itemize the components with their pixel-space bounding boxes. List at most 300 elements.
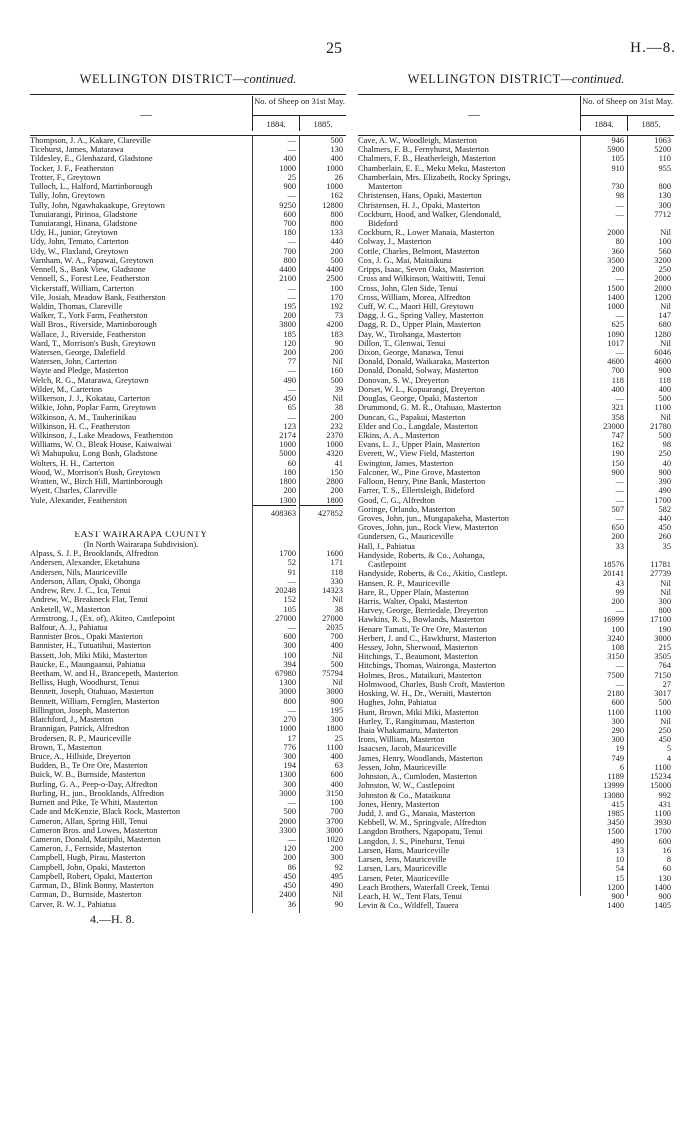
owner-name: Hosking, W. H., Dr., Weraiti, Masterton — [358, 689, 492, 699]
owner-name: Wi Mahupuku, Long Bush, Gladstone — [30, 449, 158, 459]
sheep-1884: — — [615, 661, 624, 671]
owner-name: Wyett, Charles, Clareville — [30, 486, 117, 496]
sheep-1885: 2035 — [326, 622, 343, 632]
sheep-1884: 152 — [283, 595, 296, 605]
owner-name: Cameron, J., Fernside, Masterton — [30, 844, 142, 854]
sheep-1885: 75794 — [322, 669, 343, 679]
sheep-1884: 91 — [287, 567, 296, 577]
owner-name: Colway, J., Masterton — [358, 237, 432, 247]
sheep-1885: 190 — [658, 624, 671, 634]
sheep-1885: 400 — [330, 752, 343, 761]
owner-name: Andrew, Rev. J. C., Ica, Tenui — [30, 586, 131, 596]
owner-name: Judd, J. and G., Manaia, Masterton — [358, 808, 476, 818]
sheep-1885: 15000 — [650, 781, 671, 791]
sheep-1884: — — [287, 283, 296, 293]
sheep-1885: 500 — [658, 698, 671, 708]
sheep-1884: 67980 — [275, 669, 296, 679]
owner-name: Bassett, Job, Miki Miki, Masterton — [30, 650, 148, 660]
sheep-1885: 1100 — [654, 403, 671, 413]
owner-name: Yule, Alexander, Featherston — [30, 495, 127, 505]
sheep-1884: — — [615, 200, 624, 210]
owner-name: Cripps, Isaac, Seven Oaks, Masterton — [358, 265, 484, 275]
sheep-1885: 200 — [330, 486, 343, 496]
sheep-1884: 1000 — [279, 163, 296, 173]
owner-name: Dagg, J. G., Spring Valley, Masterton — [358, 311, 484, 321]
owner-name: Wilkerson, J. J., Kokatau, Carterton — [30, 394, 150, 404]
document-reference: H.—8. — [630, 40, 676, 56]
sheep-1885: 1800 — [326, 724, 343, 734]
sheep-1885: 250 — [658, 265, 671, 275]
table-header — [358, 94, 674, 136]
owner-name: Johnston & Co., Mataikuna — [358, 790, 451, 800]
sheep-1884: 118 — [611, 375, 624, 385]
year-1885-header: 1885. — [627, 115, 674, 131]
owner-name: Hurley, T., Rangitumau, Masterton — [358, 716, 475, 726]
owner-name: Wolters, H. H., Carterton — [30, 458, 115, 468]
sheep-1884: 1017 — [607, 338, 624, 348]
owner-name: Wayte and Pledge, Masterton — [30, 366, 129, 376]
sheep-1885: 200 — [330, 412, 343, 422]
owner-name: Brodersen, R. P., Mauriceville — [30, 733, 132, 743]
sheep-1884: 1100 — [607, 707, 624, 717]
owner-name: Harris, Walter, Opaki, Masterton — [358, 596, 468, 606]
county-title: EAST WAIRARAPA COUNTY — [74, 530, 208, 540]
sheep-1885: 800 — [658, 606, 671, 616]
owner-name: Wilkinson, A. M., Tauherinikau — [30, 412, 137, 422]
sheep-1885: 250 — [658, 449, 671, 459]
sheep-1884: 1985 — [607, 808, 624, 818]
section-title: WELLINGTON DISTRICT—continued. — [407, 72, 625, 86]
sheep-1885: 100 — [330, 798, 343, 808]
sheep-1884: — — [287, 237, 296, 247]
owner-name: Hawkins, R. S., Bowlands, Masterton — [358, 615, 485, 625]
sheep-1884: 300 — [283, 779, 296, 789]
owner-name: Cameron, Donald, Matipihi, Masterton — [30, 834, 161, 844]
sheep-count-header: No. of Sheep on 31st May. — [580, 96, 674, 116]
sheep-1884: 200 — [283, 311, 296, 321]
sheep-1885: 450 — [658, 735, 671, 745]
sheep-1885: 200 — [330, 844, 343, 854]
sheep-1884: 80 — [615, 237, 624, 247]
owner-name: Hughes, John, Pahiatua — [358, 698, 437, 708]
owner-name: Johnston, A., Cumloden, Masterton — [358, 772, 477, 782]
owner-name: Christensen, H. J., Opaki, Masterton — [358, 200, 481, 210]
sheep-1884: 450 — [283, 871, 296, 881]
sheep-1884: — — [287, 705, 296, 715]
sheep-1885: 192 — [330, 301, 343, 311]
sheep-1885: Nil — [332, 650, 343, 660]
left-column — [30, 70, 346, 927]
sheep-1885: 955 — [658, 163, 671, 173]
sheep-1885: 14323 — [322, 586, 343, 596]
sheep-1885: 3000 — [326, 687, 343, 697]
sheep-1885: Nil — [332, 595, 343, 605]
sheep-1884: 33 — [615, 541, 624, 551]
owner-name: Levin & Co., Wildfell, Tauera — [358, 901, 459, 911]
sheep-1885: 500 — [330, 255, 343, 265]
sheep-1885: 232 — [330, 421, 343, 431]
sheep-1885: 800 — [330, 218, 343, 228]
right-column — [358, 70, 674, 910]
owner-name: Tully, John, Greytown — [30, 191, 105, 201]
owner-name: Chalmers, F. B., Fernyhurst, Masterton — [358, 145, 489, 155]
owner-name: Ihaia Whakamairu, Masterton — [358, 726, 459, 735]
sheep-1885: 130 — [330, 145, 343, 155]
sheep-1885: 5 — [666, 744, 671, 754]
owner-name: Welch, R. G., Matarawa, Greytown — [30, 375, 149, 385]
sheep-1884: 900 — [611, 891, 624, 901]
sheep-1884: 490 — [611, 836, 624, 846]
owner-name: Douglas, George, Opaki, Masterton — [358, 394, 478, 404]
sheep-1885: 1000 — [326, 182, 343, 192]
owner-name: Andrew, W., Breakneck Flat, Tenui — [30, 595, 148, 605]
owner-name: James, Henry, Woodlands, Masterton — [358, 753, 483, 763]
sheep-1884: 1189 — [607, 772, 624, 782]
sheep-1885: 900 — [330, 696, 343, 706]
sheep-1885: 25 — [334, 733, 343, 743]
sheep-1885: Nil — [660, 716, 671, 726]
owner-name: Blatchford, J., Masterton — [30, 715, 114, 725]
sheep-1885: 2000 — [654, 283, 671, 293]
owner-name: Bennett, William, Fernglen, Masterton — [30, 696, 160, 706]
owner-name: Falloon, Henry, Pine Bank, Masterton — [358, 477, 486, 487]
owner-name: Bennett, Joseph, Otahuao, Masterton — [30, 687, 154, 697]
sheep-1884: 2400 — [279, 890, 296, 900]
sheep-1884: 507 — [611, 504, 624, 514]
sheep-1884: 54 — [615, 864, 624, 874]
sheep-1884: 105 — [611, 154, 624, 164]
table-row — [358, 901, 674, 910]
sheep-1885: 300 — [330, 715, 343, 725]
sheep-1885: 300 — [658, 596, 671, 606]
sheep-1885: 582 — [658, 504, 671, 514]
owner-name: Tulloch, L., Halford, Martinborough — [30, 182, 153, 192]
sheep-1885: 1800 — [326, 495, 343, 505]
owner-name: Armstrong, J., (Ex. of), Akiteo, Castlepoint — [30, 613, 175, 623]
owner-name: Christensen, Hans, Opaki, Masterton — [358, 191, 482, 201]
sheep-1885: 7150 — [654, 670, 671, 680]
owner-name: Cox, J. G., Mai, Maitaikuna — [358, 255, 452, 265]
sheep-1885: 170 — [330, 292, 343, 302]
owner-name: Tildesley, E., Glenhazard, Gladstone — [30, 154, 153, 164]
sheep-1884: — — [287, 292, 296, 302]
sheep-1884: 270 — [283, 715, 296, 725]
sheep-1885: 3000 — [654, 633, 671, 643]
sheep-1884: 747 — [611, 431, 624, 440]
total-1885: 427852 — [299, 505, 343, 522]
sheep-1885: 700 — [330, 632, 343, 642]
owner-name: Wratten, W., Birch Hill, Martinborough — [30, 477, 163, 487]
sheep-1885: 195 — [330, 705, 343, 715]
owner-name: Balfour, A. J., Pahiatua — [30, 622, 108, 632]
sheep-1885: 600 — [658, 836, 671, 846]
owner-name: Bruce, A., Hillside, Dreyerton — [30, 752, 131, 761]
owner-name: Duncan, G., Papakui, Masterton — [358, 412, 466, 422]
sheep-1884: — — [287, 576, 296, 586]
section-title: WELLINGTON DISTRICT—continued. — [79, 72, 297, 86]
sheep-1884: 450 — [283, 394, 296, 404]
sheep-1885: 90 — [334, 338, 343, 348]
sheep-1884: 700 — [283, 218, 296, 228]
owner-name: Jessen, John, Mauriceville — [358, 762, 447, 772]
sheep-1885: 1200 — [654, 292, 671, 302]
sheep-1885: 300 — [330, 853, 343, 863]
sheep-1885: 5200 — [654, 145, 671, 155]
owner-name: Andersen, Nils, Mauriceville — [30, 567, 128, 577]
sheep-1884: 77 — [287, 357, 296, 367]
sheep-1885: 1100 — [654, 808, 671, 818]
sheep-1884: 180 — [283, 228, 296, 238]
sheep-1885: 7712 — [654, 209, 671, 219]
sheep-1884: 52 — [287, 558, 296, 568]
owner-name: Burling, H., jun., Brooklands, Alfredton — [30, 788, 164, 798]
sheep-1884: 300 — [283, 752, 296, 761]
owner-name: Elder and Co., Langdale, Masterton — [358, 421, 478, 431]
sheep-1885: 3200 — [654, 255, 671, 265]
sheep-1884: — — [615, 513, 624, 523]
owner-name: Ewington, James, Masterton — [358, 458, 454, 468]
sheep-1885: 764 — [658, 661, 671, 671]
sheep-1885: Nil — [332, 357, 343, 367]
owner-name: Cross, John, Glen Side, Tenui — [358, 283, 458, 293]
sheep-1884: — — [615, 209, 624, 219]
owner-name: Handyside, Roberts, & Co., Akitio, Castlept. — [358, 569, 508, 579]
owner-name: Hunt, Brown, Miki Miki, Masterton — [358, 707, 479, 717]
sheep-1885: 330 — [330, 576, 343, 586]
sheep-1885: 1100 — [326, 742, 343, 752]
sheep-1885: 680 — [658, 320, 671, 330]
sheep-1884: 450 — [283, 881, 296, 891]
sheep-1884: — — [287, 145, 296, 155]
sheep-1884: 36 — [287, 899, 296, 909]
sheep-1884: 27000 — [275, 613, 296, 623]
sheep-1884: 1090 — [607, 329, 624, 339]
sheep-1884: 99 — [615, 587, 624, 597]
sheep-1884: 625 — [611, 320, 624, 330]
sheep-1884: 150 — [611, 458, 624, 468]
sheep-1884: 4600 — [607, 357, 624, 367]
sheep-1885: 90 — [334, 899, 343, 909]
sheep-1884: 800 — [283, 696, 296, 706]
sheep-1884: 3800 — [279, 320, 296, 330]
sheep-count-header: No. of Sheep on 31st May. — [252, 96, 346, 116]
sheep-1885: 73 — [334, 311, 343, 321]
owner-name: Good, C. G., Alfredton — [358, 495, 435, 505]
sheep-1884: 300 — [611, 735, 624, 745]
owner-name: Wilkie, John, Poplar Farm, Greytown — [30, 403, 156, 413]
sheep-1885: 1000 — [326, 163, 343, 173]
sheep-1884: 108 — [611, 643, 624, 653]
sheep-1885: 400 — [658, 384, 671, 394]
owner-name: Hansen, R. P., Mauriceville — [358, 578, 450, 588]
owner-name: Anketell, W., Masterton — [30, 604, 111, 614]
owner-name: Masterton — [368, 182, 402, 192]
owner-name: Hitchings, T., Beaumont, Masterton — [358, 652, 478, 662]
owner-name: Carman, D., Burnside, Masterton — [30, 890, 142, 900]
owner-name: Day, W., Tirohanga, Masterton — [358, 329, 461, 339]
owner-name: Evans, L. J., Upper Plain, Masterton — [358, 440, 480, 450]
sheep-1884: 9250 — [279, 200, 296, 210]
sheep-1884: — — [615, 495, 624, 505]
owner-name: Waldin, Thomas, Clareville — [30, 301, 123, 311]
sheep-1885: 440 — [330, 237, 343, 247]
sheep-1885: 490 — [658, 486, 671, 496]
name-column-header: — — [468, 107, 480, 121]
sheep-1884: 321 — [611, 403, 624, 413]
sheep-1885: 8 — [666, 855, 671, 865]
sheep-1885: Nil — [660, 301, 671, 311]
sheep-1885: 21780 — [650, 421, 671, 431]
owner-name: Larsen, Peter, Mauriceville — [358, 873, 449, 883]
sheep-1885: 27000 — [322, 613, 343, 623]
sheep-1885: 500 — [330, 659, 343, 669]
sheep-1885: 300 — [658, 200, 671, 210]
sheep-1884: 194 — [283, 761, 296, 771]
sheep-1884: 180 — [283, 467, 296, 477]
column-rule-1884 — [580, 136, 581, 896]
sheep-1884: 15 — [615, 873, 624, 883]
sheep-1884: 1000 — [607, 301, 624, 311]
owner-name: Cameron Bros. and Lowes, Masterton — [30, 825, 158, 835]
sheep-1884: 1200 — [607, 882, 624, 892]
sheep-1885: 38 — [334, 403, 343, 413]
sheep-1884: 600 — [283, 632, 296, 642]
sheep-1884: — — [615, 311, 624, 321]
owner-name: Johnston, W. W., Castlepoint — [358, 781, 455, 791]
sheep-1885: 92 — [334, 862, 343, 872]
sheep-1884: 65 — [287, 403, 296, 413]
sheep-1884: 900 — [611, 467, 624, 477]
sheep-1884: 13080 — [603, 790, 624, 800]
sheep-1884: 650 — [611, 523, 624, 533]
owner-name: Campbell, Robert, Opaki, Masterton — [30, 871, 153, 881]
sheep-1884: 3450 — [607, 818, 624, 828]
sheep-1884: 800 — [283, 255, 296, 265]
owner-name: Belliss, Hugh, Woodhurst, Tenui — [30, 678, 140, 688]
sheep-1884: 123 — [283, 421, 296, 431]
sheep-1884: 3000 — [279, 788, 296, 798]
owner-name: Dixon, George, Manawa, Tenui — [358, 348, 464, 358]
sheep-1885: 1020 — [326, 834, 343, 844]
owner-name: Chalmers, F. B., Heatherleigh, Masterton — [358, 154, 496, 164]
owner-name: Vile, Josiah, Meadow Bank, Featherston — [30, 292, 166, 302]
sheep-1885: 3930 — [654, 818, 671, 828]
owner-name: Cockburn, R., Lower Manaia, Masterton — [358, 228, 495, 238]
sheep-1885: 133 — [330, 228, 343, 238]
owner-name: Campbell, Hugh, Pirau, Masterton — [30, 853, 146, 863]
sheep-1884: 98 — [615, 191, 624, 201]
owner-name: Farrer, T. S., Ellertsleigh, Bideford — [358, 486, 475, 496]
owner-name: Drummond, G. M. R., Otahuao, Masterton — [358, 403, 502, 413]
sheep-1884: 2000 — [607, 228, 624, 238]
owner-name: Dillon, T., Glenwai, Tenui — [358, 338, 446, 348]
sheep-1885: 1700 — [654, 495, 671, 505]
sheep-1884: 2000 — [279, 816, 296, 826]
sheep-1885: 98 — [662, 440, 671, 450]
sheep-1885: 200 — [330, 348, 343, 358]
sheep-1884: — — [615, 679, 624, 689]
sheep-1885: 27 — [662, 679, 671, 689]
sheep-1885: Nil — [332, 890, 343, 900]
sheep-1884: 490 — [283, 375, 296, 385]
sheep-1885: 500 — [658, 394, 671, 404]
sheep-1885: Nil — [660, 412, 671, 422]
sheep-1884: 200 — [611, 532, 624, 542]
sheep-1884: 300 — [283, 641, 296, 651]
owner-name: Isaacsen, Jacob, Mauriceville — [358, 744, 457, 754]
sheep-1885: 40 — [662, 458, 671, 468]
owner-name: Hitchings, Thomas, Waironga, Masterton — [358, 661, 497, 671]
owner-name: Falconer, W., Pine Grove, Masterton — [358, 467, 481, 477]
owner-name: Bannister, H., Tutuatihui, Masterton — [30, 641, 151, 651]
sheep-1885: 3700 — [326, 816, 343, 826]
sheep-1885: 11781 — [650, 560, 671, 570]
sheep-1884: 120 — [283, 844, 296, 854]
owner-name: Anderson, Allan, Opaki, Ohonga — [30, 576, 141, 586]
sheep-1884: 43 — [615, 578, 624, 588]
sheep-1884: 13999 — [603, 781, 624, 791]
sheep-1884: 749 — [611, 753, 624, 763]
sheep-1885: Nil — [660, 578, 671, 588]
owner-name: Wilkinson, H. C., Featherston — [30, 421, 130, 431]
year-1885-header: 1885. — [299, 115, 346, 131]
sheep-1884: 1300 — [279, 678, 296, 688]
sheep-1885: 12800 — [322, 200, 343, 210]
owner-name: Ticehurst, James, Matarawa — [30, 145, 124, 155]
owner-name: Tunuiarangi, Pirinoa, Gladstone — [30, 209, 138, 219]
sheep-1884: 5000 — [279, 449, 296, 459]
sheep-1885: 900 — [658, 366, 671, 376]
total-1884: 408363 — [252, 505, 296, 522]
sheep-1884: — — [287, 412, 296, 422]
sheep-1884: 300 — [611, 716, 624, 726]
sheep-1884: 900 — [283, 182, 296, 192]
owner-name: Hall, J., Pahiatua — [358, 541, 415, 551]
sheep-1885: 490 — [330, 881, 343, 891]
sheep-1884: 200 — [611, 265, 624, 275]
sheep-1884: — — [287, 384, 296, 394]
sheep-1884: 200 — [283, 853, 296, 863]
sheep-1885: 260 — [658, 532, 671, 542]
owner-name: Henare Tamati, Te Ore Ore, Masterton — [358, 624, 487, 634]
sheep-1885: Nil — [332, 394, 343, 404]
sheep-1884: 25 — [287, 172, 296, 182]
sheep-1884: 400 — [283, 154, 296, 164]
sheep-1884: 1700 — [279, 549, 296, 559]
owner-name: Tully, John, Ngawhakaakupe, Greytown — [30, 200, 165, 210]
sheep-1885: 6046 — [654, 348, 671, 358]
owner-name: Chamberlain, Mrs. Elizabeth, Rocky Springs, — [358, 172, 511, 182]
sheep-1885: 1063 — [654, 136, 671, 145]
owner-name: Brown, T., Masterton — [30, 742, 102, 752]
sheep-1885: Nil — [332, 678, 343, 688]
sheep-1885: 183 — [330, 329, 343, 339]
owner-name: Buick, W. B., Burnside, Masterton — [30, 770, 146, 780]
sheep-1884: 1000 — [279, 724, 296, 734]
sheep-1884: — — [287, 798, 296, 808]
sheep-1884: — — [287, 366, 296, 376]
sheep-1884: — — [287, 622, 296, 632]
owner-name: Udy, H., junior, Greytown — [30, 228, 118, 238]
sheep-1884: — — [287, 136, 296, 145]
sheep-1885: 215 — [658, 643, 671, 653]
column-rule-1885 — [627, 136, 628, 896]
sheep-1884: 100 — [283, 650, 296, 660]
sheep-1885: 41 — [334, 458, 343, 468]
owner-name: Donald, Donald, Solway, Masterton — [358, 366, 479, 376]
owner-name: Cross and Wilkinson, Waitiwiti, Tenui — [358, 274, 486, 284]
sheep-1885: 4200 — [326, 320, 343, 330]
